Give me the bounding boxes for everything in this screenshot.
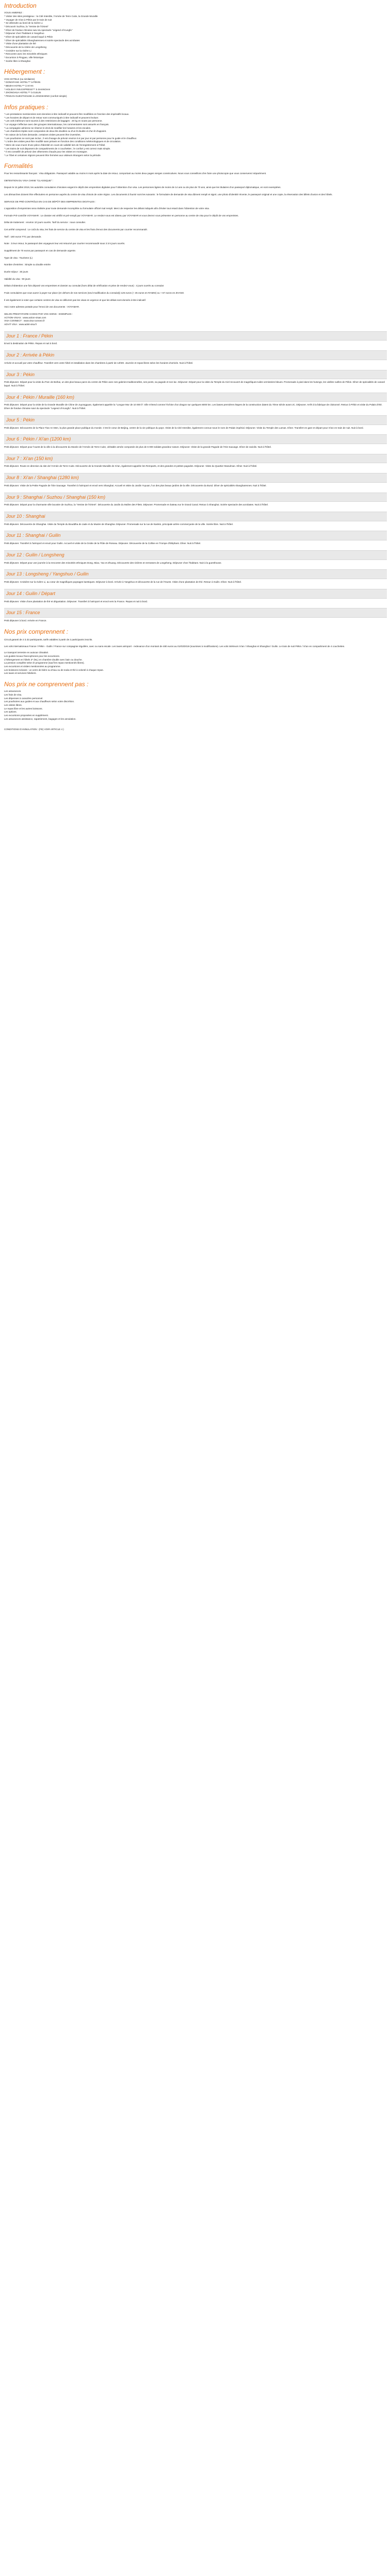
hebergement-heading: Hébergement : (4, 68, 45, 76)
day-title: Jour 9 : Shanghai / Suzhou / Shanghai (150 km) (4, 493, 387, 502)
list-item: Les assurances assistance, rapatriement, bagages et les annulation. (4, 717, 76, 720)
list-item: * Rencontre avec les minorités ethniques (4, 53, 47, 56)
day-title: Jour 12 : Guilin / Longsheng (4, 550, 387, 560)
paragraph: Circuit garanti de 2 à 32 participants, tarifs valables à partir de 2 participants inscrits. (4, 638, 93, 641)
list-item: * Les horaires de départ et de retour sont communiqués à titre indicatif et peuvent évoluer. (4, 116, 99, 119)
paragraph: Voici notre adresse postale pour l'envoi de vos documents : VOYAMAR. (4, 306, 80, 309)
list-item: Les frais de visa. (4, 693, 22, 697)
paragraph: Supplément de 70 euros par passeport en cas de demande urgente. (4, 249, 76, 252)
day-13 (4, 569, 387, 584)
list-item: * Dîner de spécialités Shanghaïennes et soirée spectacle des acrobates (4, 39, 80, 42)
prix-comprennent-body (4, 638, 387, 675)
prix-ne-comprennent-heading: Nos prix ne comprennent pas : (4, 681, 89, 688)
paragraph: Les vols internationaux France / Pékin - Guilin / France sur compagnie régulière, avec ou sans escale. Les taxes aéroport - redevance d'un montant de 480 euros au 01/03/2019 (soumises à modifications). Les vols intérieurs Xi'an / Shanghai et Shanghai / Guilin. Le train de nuit Pékin / Xi'an en compartiment de 4 couchettes. (4, 645, 345, 648)
list-item: * Déjeuner chez l'habitant à Yangshuo (4, 32, 44, 35)
paragraph: Tarif : 180 euros TTC par demande. (4, 235, 42, 238)
list-item: Les assurances. (4, 690, 22, 693)
itinerary (4, 331, 387, 623)
link-visa-connect[interactable]: VISA CONNECT : www.visa-connect.fr (4, 319, 45, 323)
introduction-list (4, 11, 387, 63)
list-item: L'hébergement en hôtels 3* (NL) en chambre double avec bain ou douche. (4, 658, 83, 661)
infos-list (4, 113, 387, 158)
day-description: Petit déjeuner. Route en direction du site de l'Armée de Terre Cuite. Découverte de la Grande Muraille de Xi'an, également appelée les Remparts, et des grandes et petites pagodes. Déjeuner. Visite du Quartier Musulman. Dîner. Nuit à l'hôtel. (4, 465, 257, 468)
day-15 (4, 608, 387, 622)
day-title: Jour 7 : Xi'an (150 km) (4, 454, 387, 464)
paragraph: Nombre d'entrées : Simple ou double entrée (4, 263, 51, 266)
paragraph: Note : à leur retour, le passeport des voyageurs leur est retourné par courrier recommandé sous 3 à 5 jours ouvrés. (4, 242, 125, 245)
list-item: Les options. (4, 710, 17, 714)
day-title: Jour 14 : Guilin / Départ (4, 589, 387, 599)
paragraph: Cet arrêté comprend : Le coût du visa, les frais de service du centre de visa et les frais d'envoi des documents par courrier recommandé. (4, 228, 148, 231)
trip-document (0, 0, 391, 736)
day-6 (4, 434, 387, 449)
list-item: * Merci de vous munir d'une pièce d'identité en cours de validité lors de l'enregistrement à l'hôtel. (4, 143, 106, 146)
paragraph: Frais consulaires que vous aurez à payer sur place (en dehors de nos services (seul modification du consulat)) 126 euros (+ 45 euros en RAMSI) ou + 67 euros en ZHANG (4, 292, 184, 295)
list-item: * Le Tibet et certaines régions peuvent être fermées aux visiteurs étrangers selon la période. (4, 154, 101, 157)
list-item: Les guides locaux francophones pour les excursions. (4, 655, 60, 658)
list-item: * Le voyage s'effectue avec des groupes internationaux, les commentaires sont assurés en français. (4, 123, 109, 126)
day-14 (4, 589, 387, 603)
day-title: Jour 5 : Pékin (4, 415, 387, 425)
hebergement-list (4, 78, 387, 98)
paragraph: SELON PRESTATAIRE CHOISI PAR VOS SOINS - EXEMPLES : (4, 313, 73, 315)
prix-comprennent-heading: Nos prix comprennent : (4, 628, 69, 635)
list-item: * Les prestations mentionnées sont données à titre indicatif et peuvent être modifiées en fonction des impératifs locaux. (4, 112, 129, 115)
day-description: Petit déjeuner. Départ pour l'ouest de la ville à la découverte du Musée de l'Armée de Terre Cuite, véritable armée composée de plus de 6 000 soldats grandeur nature. Déjeuner. Visite de la grande Pagode de l'Oie Sauvage. Dîner de raviolis. Nuit à l'hôtel. (4, 446, 272, 448)
list-item: * Les vols intérieurs sont soumis à des restrictions de bagages : 20 kg en soute par personne. (4, 120, 103, 123)
day-description: Petit déjeuner. Départ pour une journée à la rencontre des minorités ethniques Dong, Miao, Yao et Zhuang. Découverte des rizières en terrasses de Longsheng. Déjeuner chez l'habitant. Nuit à la guesthouse. (4, 561, 222, 564)
day-description: Petit déjeuner. Croisière sur la rivière Li, au cœur de magnifiques paysages karstiques. Déjeuner à bord. Arrivée à Yangshuo et découverte de la rue de l'Ouest. Visite d'une plantation de thé. Retour à Guilin. Dîner. Nuit à l'hôtel. (4, 581, 242, 584)
prix-ne-comprennent-list (4, 690, 387, 732)
day-9 (4, 493, 387, 507)
paragraph: Il est également à noter que certains centres de visa ne délivrent pas les visas en urgence et que les délais sont donnés à titre indicatif. (4, 298, 146, 301)
list-item: * Visite d'une plantation de thé (4, 42, 36, 45)
day-title: Jour 10 : Shanghai (4, 512, 387, 521)
formalites-body (4, 172, 387, 327)
infos-heading: Infos pratiques : (4, 103, 48, 111)
day-description: Petit déjeuner. Découverte de la Place Tian An Men, la plus grande place publique du monde. C'est le cœur de Beijing, centre de la vie politique du pays. Visite de la Cité Interdite, également connue sous le nom de Palais impérial. Déjeuner. Visite du Temple des Lamas. Dîner. Transfert en gare et départ pour Xi'an en train de nuit. Nuit à bord. (4, 426, 364, 429)
list-item: * Découvrir Suzhou, la "Venise de l'Orient" (4, 25, 49, 28)
introduction-heading: Introduction (4, 2, 37, 9)
list-item: * Visiter des sites prestigieux : la Cité Interdite, l'Armée de Terre Cuite, la Grande Muraille (4, 15, 98, 18)
paragraph: Délais d'obtention une fois déposé vos empreintes et dossier au consulat (hors délai de vérification et prise de rendez-vous) : 4 jours ouvrés au consulat (4, 284, 164, 287)
day-title: Jour 13 : Longsheng / Yangshuo / Guilin (4, 569, 387, 579)
day-title: Jour 2 : Arrivée à Pékin (4, 350, 387, 360)
day-5 (4, 415, 387, 430)
list-item: Les dépenses à caractère personnel. (4, 697, 43, 700)
list-item: * HOLIDAY INN EXPRESS*** à SHANGHAI (4, 88, 51, 91)
day-title: Jour 4 : Pékin / Muraille (160 km) (4, 393, 387, 402)
list-item: * Les trains de nuit disposent de compartiments de 4 couchettes ; le confort y est correct mais simple. (4, 147, 111, 150)
day-title: Jour 11 : Shanghai / Guilin (4, 531, 387, 540)
list-item: * L'ordre des visites peut être modifié sans préavis en fonction des conditions météorologiques et de circulation. (4, 140, 121, 143)
formalites-heading: Formalités (4, 162, 34, 170)
list-item: * Il est conseillé de prévoir des vêtements chauds pour les visites en montagne. (4, 150, 88, 154)
list-item: * Excursion à Pingyao, ville historique (4, 56, 44, 59)
list-item: * BEIZHI HOTEL*** à XI'AN (4, 84, 34, 87)
day-1 (4, 331, 387, 346)
day-2 (4, 350, 387, 365)
list-item: Les excursions proposées en supplément. (4, 714, 49, 717)
list-item: VOS HOTELS (ou similaires) (4, 77, 35, 80)
list-item: Le transport terrestre en autocar climatisé. (4, 651, 49, 654)
list-item: * ZHONGHUA HOTEL*** à GUILIN (4, 91, 41, 94)
day-description: Arrivée et accueil par votre chauffeur. Transfert vers votre hôtel et installation dans les chambres à partir de 14h00. Journée et repas libres selon les horaires d'arrivée. Nuit à l'hôtel. (4, 361, 193, 364)
list-item: * DONGFANG HOTEL*** à PÉKIN (4, 81, 41, 84)
paragraph: Validité du visa : 90 jours (4, 277, 30, 280)
day-description: Petit déjeuner. Visite de la Petite Pagode de l'Oie Sauvage. Transfert à l'aéroport et envol vers Shanghai. Accueil et visite du Jardin Yuyuan, l'un des plus beaux jardins de la ville. Découverte du Bund. Dîner de spécialités shanghaïennes. Nuit à l'hôtel. (4, 484, 267, 487)
day-description: Petit déjeuner. Transfert à l'aéroport et envol pour Guilin. Accueil et visite de la Grotte de la Flûte de Roseau. Déjeuner. Découverte de la Colline en Trompe d'Eléphant. Dîner. Nuit à l'hôtel. (4, 542, 201, 545)
list-item: * Les pourboires ne sont pas inclus ; il est d'usage de prévoir environ 5 € par jour et par personne pour le guide et le chauffeur. (4, 137, 137, 140)
day-description: Petit déjeuner. Visite d'une plantation de thé et dégustation. Déjeuner. Transfert à l'aéroport et envol vers la France. Repas et nuit à bord. (4, 600, 148, 603)
list-item: * Se détendre au bord de la rivière Li (4, 22, 43, 25)
list-item: Les pourboires aux guides et aux chauffeurs selon votre discrétion. (4, 700, 75, 703)
paragraph: Délai de traitement : environ 10 jours ouvrés. Tarif du service : nous consulter. (4, 221, 86, 224)
day-title: Jour 3 : Pékin (4, 370, 387, 380)
list-item: * Voyager de Xi'an à Pékin par le train de nuit (4, 18, 52, 21)
day-8 (4, 473, 387, 487)
annulation-conditions: CONDITIONS D'ANNULATION : (FE) VOIR ARTICLE 4 ) (4, 728, 64, 731)
day-4 (4, 393, 387, 411)
paragraph: SERVICE DE PRÉ-CONTRÔLE EN CAS DE DÉPÔT DES EMPREINTES DIGITALES : (4, 200, 96, 203)
paragraph: Les démarches doivent être effectuées en personne auprès du centre de visa chinois de votre région. Les documents à fournir sont les suivants : le formulaire de demande de visa dûment rempli et signé, une photo d'identité récente, le passeport original et une copie, la réservation des billets d'avion et des hôtels. (4, 193, 333, 196)
list-item: La pension complète selon le programme (sauf les repas mentionnés libres). (4, 662, 85, 665)
list-item: Les visites libres. (4, 704, 22, 707)
paragraph: Durée séjour : 30 jours (4, 270, 28, 274)
list-item: * Soirée libre à Shanghai (4, 59, 30, 62)
paragraph: Formule Pré-contrôle VOYAMAR : Le dossier est vérifié et pré-rempli par VOYAMAR. Le rendez-vous est obtenu par VOYAMAR et vous devrez vous présenter en personne au centre de visa pour le dépôt de vos empreintes. (4, 214, 239, 217)
list-item: * Croisière sur la rivière Li (4, 49, 31, 52)
day-description: Petit déjeuner à bord. Arrivée en France. (4, 619, 47, 622)
list-item: * Découverte de la rizière de Longsheng (4, 45, 46, 48)
list-item: Les boissons incluses : un verre de bière ou d'eau ou de soda et thé à volonté à chaque repas. (4, 668, 104, 671)
day-10 (4, 512, 387, 526)
paragraph: Depuis le 15 juillet 2019, les autorités consulaires chinoises exigent le dépôt des empreintes digitales pour l'obtention d'un visa. Les personnes âgées de moins de 14 ans ou de plus de 70 ans, ainsi que les titulaires d'un passeport diplomatique, en sont exemptées. (4, 186, 281, 189)
paragraph: L'apposition d'empreintes sera réalisée pour toute demande incomplète ou formulaire officiel mal rempli. Merci de respecter les délais indiqués afin d'éviter tout retard dans l'obtention de votre visa. (4, 207, 210, 210)
link-advit-visa[interactable]: ADVIT VISA : www.advit-visa.fr (4, 323, 37, 326)
list-item: * PINGAN GUESTHOUSE à LONGSHENG (confort simple) (4, 94, 67, 97)
day-3 (4, 370, 387, 388)
paragraph: Type de visa : Tourisme (L) (4, 256, 33, 259)
day-7 (4, 454, 387, 468)
list-item: Les excursions et visites mentionnées au programme. (4, 665, 61, 668)
day-11 (4, 531, 387, 545)
day-description: Petit déjeuner. Départ pour la charmante ville lacustre de Suzhou, la "Venise de l'Orient". Découverte du Jardin du Maître des Filets. Déjeuner. Promenade en bateau sur le Grand Canal. Retour à Shanghai. Soirée spectacle des acrobates. Nuit à l'hôtel. (4, 503, 269, 506)
day-description: Envol à destination de Pékin. Repas et nuit à bord. (4, 342, 58, 345)
list-item: VOUS AIMEREZ : (4, 11, 24, 14)
day-12 (4, 550, 387, 565)
list-item: * La compagnie aérienne se réserve le droit de modifier les horaires et les escales. (4, 126, 91, 129)
link-action-visas[interactable]: ACTION-VISAS : www.action-visas.com (4, 316, 46, 319)
list-item: * En raison de la forte demande, certaines visites peuvent être inversées. (4, 133, 81, 136)
day-title: Jour 6 : Pékin / Xi'an (1200 km) (4, 434, 387, 444)
day-title: Jour 8 : Xi'an / Shanghai (1280 km) (4, 473, 387, 483)
list-item: Les taxes et services hôteliers. (4, 672, 37, 675)
day-title: Jour 1 : France / Pékin (4, 331, 387, 341)
day-title: Jour 15 : France (4, 608, 387, 618)
day-description: Petit déjeuner. Découverte de Shanghai. Visite du Temple du Bouddha de Jade et du Musée de Shanghai. Déjeuner. Promenade sur la rue de Nankin, principale artère commerçante de la ville. Soirée libre. Nuit à l'hôtel. (4, 522, 234, 526)
list-item: Le repas libre et les autres boissons. (4, 707, 43, 710)
list-item: * Les chambres triples sont composées de deux lits doubles ou d'un lit double et d'un lit d'appoint. (4, 130, 107, 133)
paragraph: OBTENTION DU VISA CHINE "CLASSIQUE" : (4, 179, 54, 182)
paragraph: Pour les ressortissants français : Visa obligatoire. Passeport valable au moins 6 mois après la date de retour, comportant au moins deux pages vierges consécutives. Nous vous conseillons d'en faire une photocopie que vous conserverez séparément. (4, 172, 267, 175)
list-item: * Dîner de fondue chinoise suivi du spectacle "Légend of Kungfu" (4, 28, 73, 31)
list-item: * Dîner de spécialités de canard laqué à Pékin (4, 35, 53, 38)
day-description: Petit déjeuner. Départ pour la visite de la Grande Muraille de Chine de Juyongguan, également appelée la "Longue Mur de 10 000 li". Elle s'étend comme l'échine d'un dragon sur quelques 6000 km. Les bases premières étapes de la construction datent du 7ème siècle avant JC. Déjeuner. Arrêt à la fabrique de cloisonné. Retour à Pékin et visite du Palais d'été. Dîner de fondue chinoise suivi du spectacle "Legend of Kungfu". Nuit à l'hôtel. (4, 403, 383, 410)
day-description: Petit déjeuner. Départ pour la visite du Parc de Beihai, un des plus beaux parcs du centre de Pékin avec ses galeries traditionnelles, ses ponts, sa pagode et son lac. Déjeuner. Départ pour la visite du Temple du Ciel recouvert de magnifiques tuiles vernissées bleues. Promenade à pied dans les hutongs, les vieilles ruelles de Pékin. Dîner de spécialités de canard laqué. Nuit à l'hôtel. (4, 381, 385, 387)
